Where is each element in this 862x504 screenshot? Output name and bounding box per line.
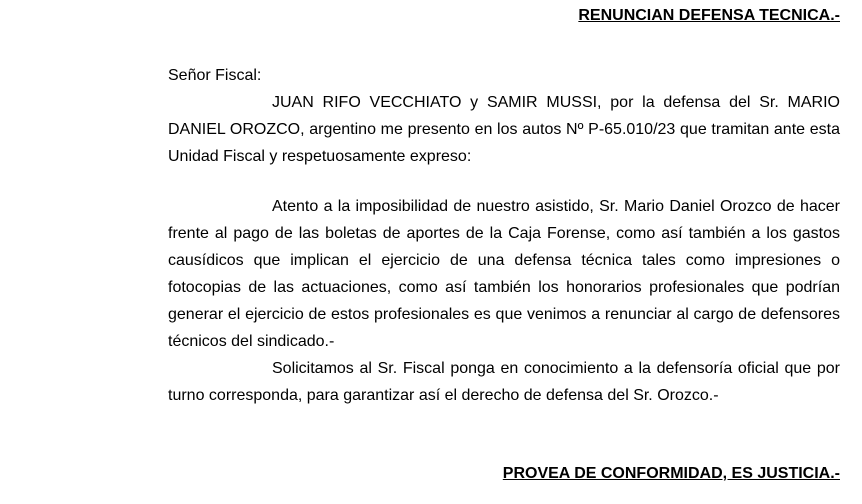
body-paragraph-2: Solicitamos al Sr. Fiscal ponga en conocimiento a la defensoría oficial que por turno corresponda, para garantizar así el derecho de defensa del Sr. Orozco.-	[168, 360, 840, 404]
body-paragraph-1-container	[168, 193, 840, 355]
document-title: RENUNCIAN DEFENSA TECNICA.-	[578, 7, 840, 24]
body-paragraph-1: Atento a la imposibilidad de nuestro asistido, Sr. Mario Daniel Orozco de hacer frente al pago de las boletas de aportes de la Caja Forense, como así también a los gastos causídicos que implican el ejercicio de una defensa técnica tales como impresiones o fotocopias de las actuaciones, como así también los honorarios profesionales que podrían generar el ejercicio de estos profesionales es que venimos a renunciar al cargo de defensores técnicos del sindicado.-	[168, 198, 840, 350]
salutation: Señor Fiscal:	[168, 67, 262, 84]
intro-paragraph-container	[168, 89, 840, 170]
closing-formula: PROVEA DE CONFORMIDAD, ES JUSTICIA.-	[502, 465, 840, 482]
intro-paragraph: JUAN RIFO VECCHIATO y SAMIR MUSSI, por la defensa del Sr. MARIO DANIEL OROZCO, argentino me presento en los autos Nº P-65.010/23 que tramitan ante esta Unidad Fiscal y respetuosamente expreso:	[168, 94, 840, 165]
body-paragraph-2-container	[168, 355, 840, 409]
